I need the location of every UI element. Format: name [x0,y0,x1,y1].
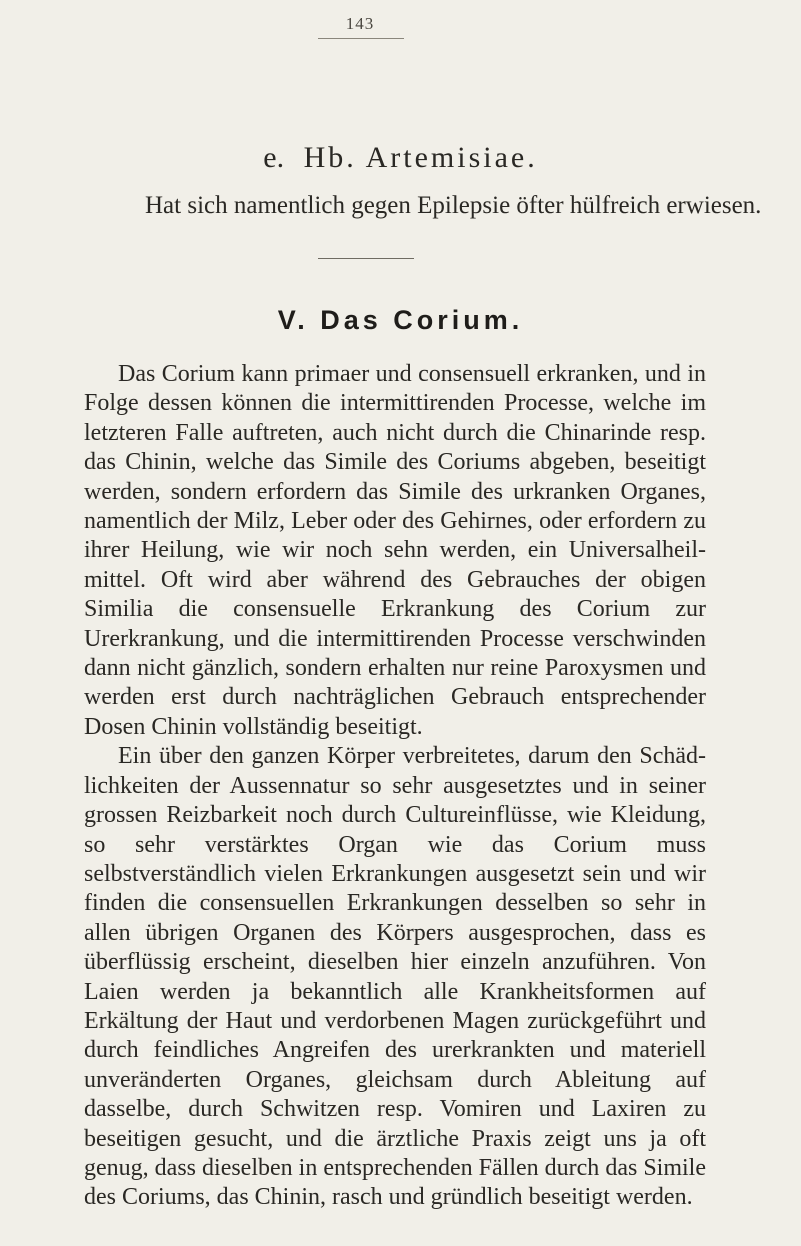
section-divider [318,258,414,259]
chapter-heading: V. Das Corium. [277,305,524,335]
paragraph-1: Das Corium kann primaer und consensuell erkranken, und in Folge dessen können die intermittirenden Processe, welche im letzteren Falle auftreten, auch nicht durch die Chinarinde resp. das Chinin, welche das Simile des Coriums abgeben, beseitigt werden, sondern erfordern das Simile des urkranken Organes, namentlich der Milz, Leber oder des Gehirnes, oder erfordern zu ihrer Heilung, wie wir noch sehn werden, ein Universalheil-mittel. Oft wird aber während des Gebrauches der obigen Similia die consensuelle Erkrankung des Corium zur Urerkrankung, und die intermittirenden Processe verschwinden dann nicht gänzlich, sondern erhalten nur reine Paroxysmen und werden erst durch nachträglichen Gebrauch entsprechender Dosen Chinin vollständig beseitigt. [84,361,706,740]
section-title: Hb. Artemisiae. [303,141,538,174]
section-label: e. [263,141,285,174]
page-number: 143 [345,14,375,33]
section-e-text: Hat sich namentlich gegen Epilepsie öfter hülfreich erwiesen. [145,192,762,219]
section-heading-e [0,140,801,176]
paragraph-2: Ein über den ganzen Körper verbreitetes, darum den Schäd-lichkeiten der Aussennatur so sehr ausgesetztes und in seiner grossen Reizbarkeit noch durch Cultureinflüsse, wie Kleidung, so sehr verstärktes Organ wie das Corium muss selbstverständlich vielen Erkrankungen ausgesetzt sein und wir finden die consensuellen Erkrankungen desselben so sehr in allen übrigen Organen des Körpers ausgesprochen, dass es überflüssig erscheint, dieselben hier einzeln anzuführen. Von Laien werden ja bekanntlich alle Krankheitsformen auf Erkältung der Haut und verdorbenen Magen zurückgeführt und durch feindliches Angreifen des urerkrankten und materiell unveränderten Organes, gleichsam durch Ableitung auf dasselbe, durch Schwitzen resp. Vomiren und Laxiren zu beseitigen gesucht, und die ärztliche Praxis zeigt uns ja oft genug, dass dieselben in entsprechenden Fällen durch das Simile des Coriums, das Chinin, rasch und gründlich beseitigt werden. [84,743,706,1211]
page-number-rule [318,38,404,39]
chapter-body [84,360,706,1213]
